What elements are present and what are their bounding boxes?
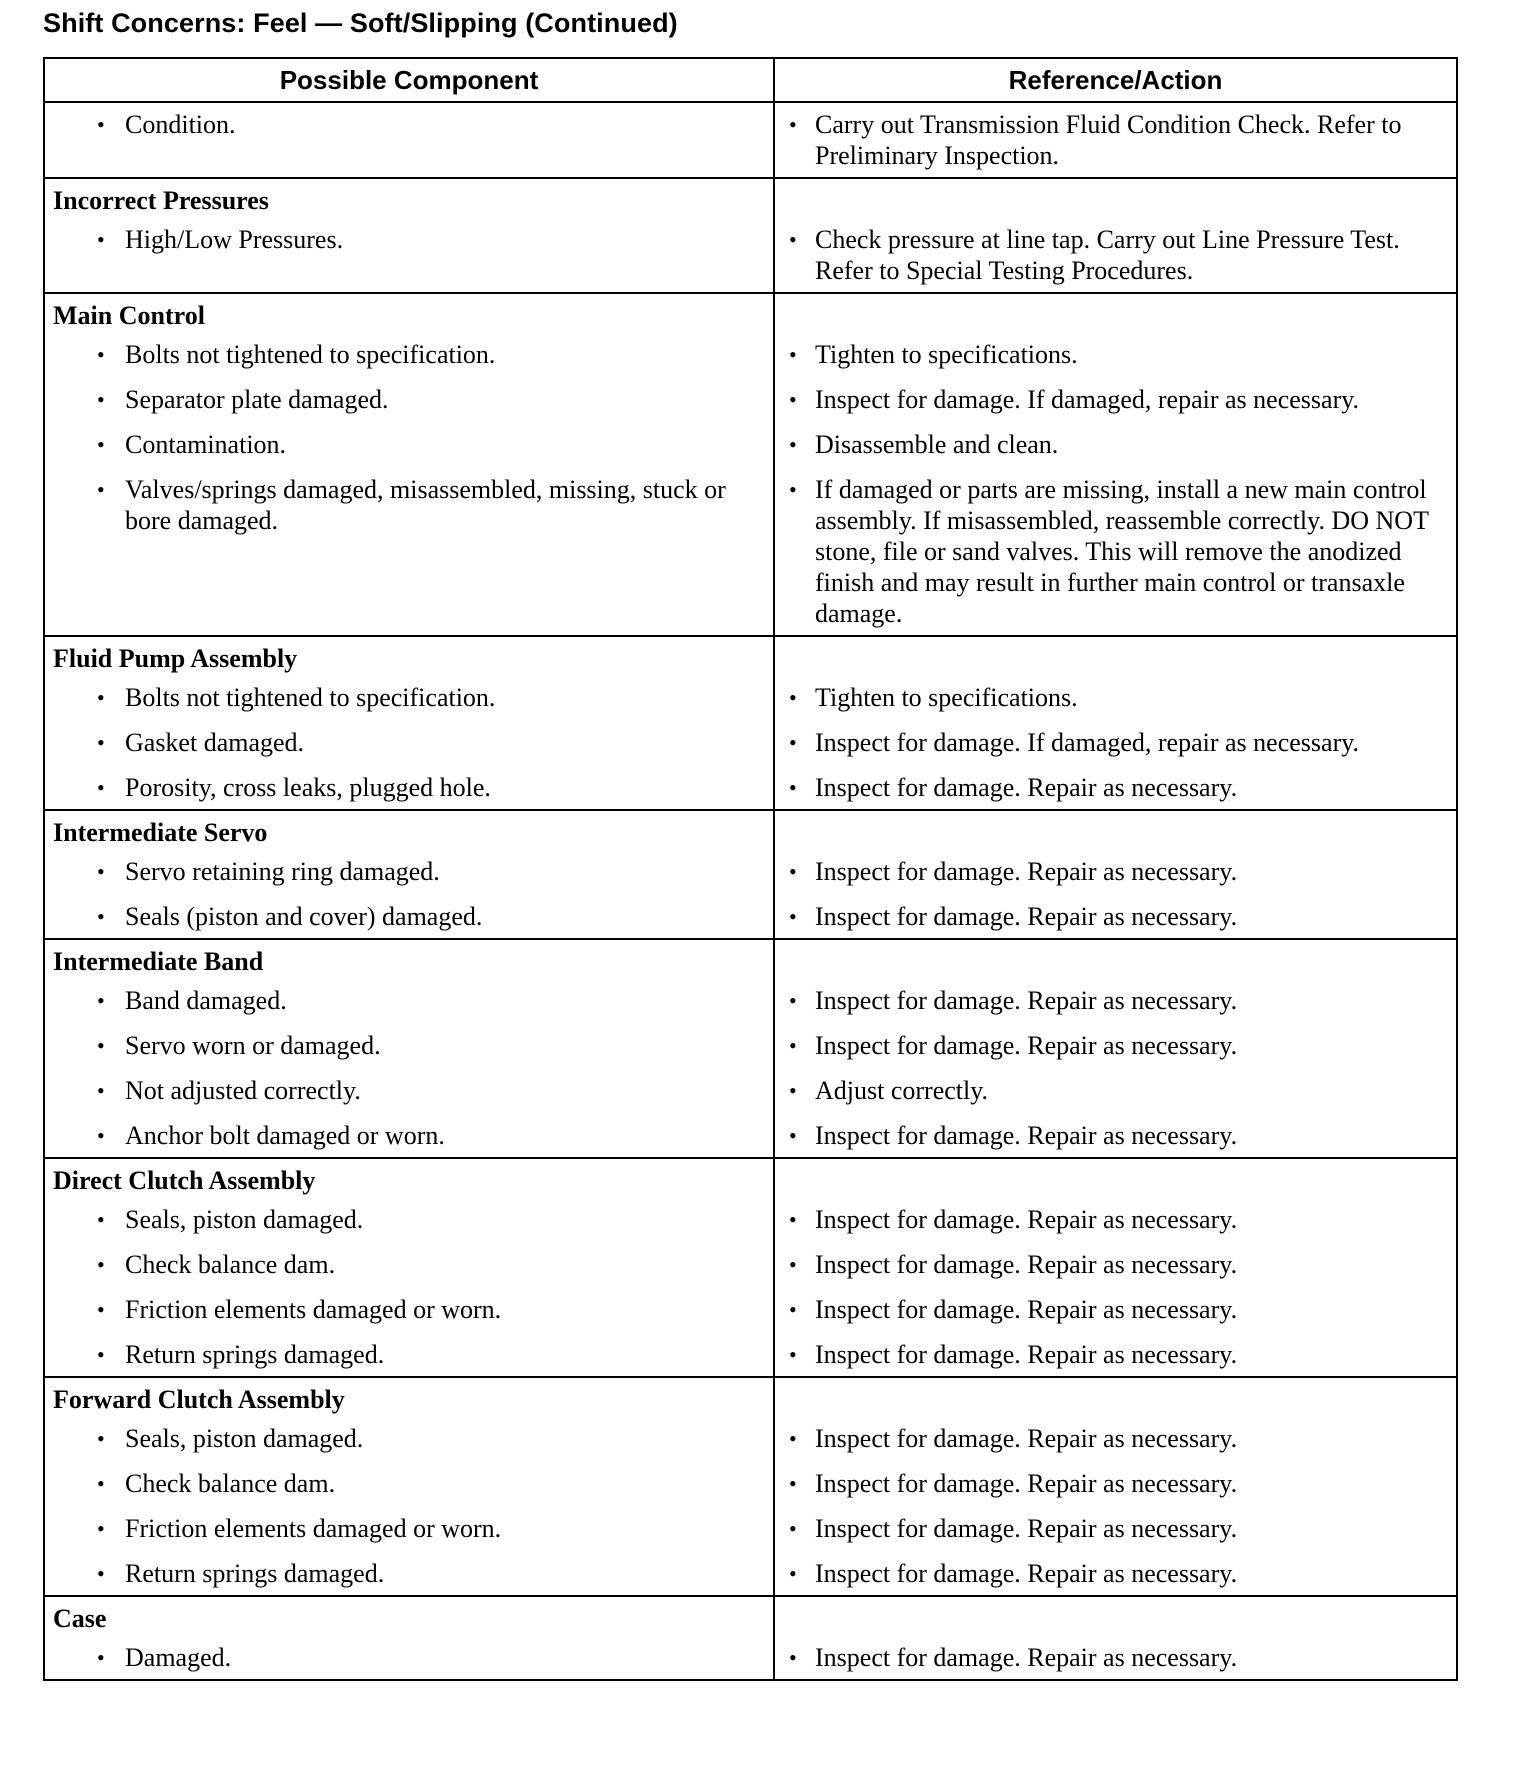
action-text: Tighten to specifications. [815,683,1078,712]
bullet-icon: • [97,1207,105,1232]
bullet-icon: • [789,1123,797,1148]
bullet-icon: • [789,859,797,884]
action-item [775,384,1456,415]
bullet-icon: • [789,477,797,502]
action-item [775,1468,1456,1499]
component-item [45,1120,773,1151]
component-item [45,1204,773,1235]
bullet-icon: • [97,1033,105,1058]
group-row [44,1377,1457,1596]
action-text: Inspect for damage. Repair as necessary. [815,1121,1238,1150]
component-text: Bolts not tightened to specification. [125,683,496,712]
action-item [775,339,1456,370]
bullet-icon: • [97,1561,105,1586]
component-text: Anchor bolt damaged or worn. [125,1121,445,1150]
bullet-icon: • [789,1342,797,1367]
action-item [775,1075,1456,1106]
action-item [775,1294,1456,1325]
action-item [775,429,1456,460]
component-text: Gasket damaged. [125,728,305,757]
component-cell [44,293,774,636]
bullet-icon: • [789,904,797,929]
bullet-icon: • [97,775,105,800]
bullet-icon: • [97,387,105,412]
action-item [775,1642,1456,1673]
component-item [45,1030,773,1061]
bullet-icon: • [97,1516,105,1541]
bullet-icon: • [97,1123,105,1148]
action-text: Inspect for damage. Repair as necessary. [815,1514,1238,1543]
action-item [775,1558,1456,1589]
component-text: Friction elements damaged or worn. [125,1295,502,1324]
group-row [44,810,1457,939]
action-item [775,1423,1456,1454]
component-text: Not adjusted correctly. [125,1076,361,1105]
component-item [45,682,773,713]
group-heading: Incorrect Pressures [53,186,269,215]
bullet-icon: • [789,1516,797,1541]
action-item [775,772,1456,803]
group-row [44,102,1457,178]
bullet-icon: • [97,730,105,755]
bullet-icon: • [97,859,105,884]
action-cell [774,939,1457,1158]
bullet-icon: • [789,685,797,710]
component-item [45,1294,773,1325]
group-row [44,1596,1457,1680]
component-text: Contamination. [125,430,287,459]
action-cell [774,1596,1457,1680]
action-text: Inspect for damage. Repair as necessary. [815,1643,1238,1672]
component-text: Servo retaining ring damaged. [125,857,440,886]
group-heading: Forward Clutch Assembly [53,1385,345,1414]
action-item [775,1339,1456,1370]
component-item [45,1642,773,1673]
component-item [45,1075,773,1106]
group-heading: Direct Clutch Assembly [53,1166,316,1195]
component-text: Servo worn or damaged. [125,1031,381,1060]
action-text: Inspect for damage. If damaged, repair as necessary. [815,385,1360,414]
bullet-icon: • [789,1207,797,1232]
action-text: Inspect for damage. Repair as necessary. [815,857,1238,886]
group-row [44,293,1457,636]
group-heading: Fluid Pump Assembly [53,644,298,673]
bullet-icon: • [789,1033,797,1058]
bullet-icon: • [97,342,105,367]
action-item [775,682,1456,713]
bullet-icon: • [789,1645,797,1670]
concerns-table [43,57,1458,1681]
component-text: Damaged. [125,1643,232,1672]
component-text: Bolts not tightened to specification. [125,340,496,369]
header-reference-action: Reference/Action [774,58,1457,102]
component-text: Check balance dam. [125,1250,336,1279]
action-cell [774,178,1457,293]
bullet-icon: • [97,1426,105,1451]
action-text: Inspect for damage. Repair as necessary. [815,1469,1238,1498]
component-text: Separator plate damaged. [125,385,389,414]
component-cell [44,1596,774,1680]
bullet-icon: • [789,1426,797,1451]
bullet-icon: • [97,477,105,502]
bullet-icon: • [789,1078,797,1103]
bullet-icon: • [789,775,797,800]
component-item [45,1249,773,1280]
component-item [45,1339,773,1370]
bullet-icon: • [97,1342,105,1367]
component-item [45,1423,773,1454]
bullet-icon: • [97,1297,105,1322]
bullet-icon: • [789,1471,797,1496]
action-cell [774,810,1457,939]
action-text: Inspect for damage. Repair as necessary. [815,986,1238,1015]
header-possible-component: Possible Component [44,58,774,102]
action-cell [774,1377,1457,1596]
component-item [45,1468,773,1499]
component-cell [44,1158,774,1377]
action-cell [774,293,1457,636]
component-text: Return springs damaged. [125,1559,385,1588]
component-text: Porosity, cross leaks, plugged hole. [125,773,491,802]
group-heading: Intermediate Servo [53,818,268,847]
bullet-icon: • [97,227,105,252]
group-row [44,178,1457,293]
component-text: High/Low Pressures. [125,225,344,254]
component-item [45,772,773,803]
bullet-icon: • [97,1252,105,1277]
action-item [775,224,1456,286]
bullet-icon: • [789,112,797,137]
action-text: Carry out Transmission Fluid Condition Check. Refer to Preliminary Inspection. [815,110,1402,170]
group-heading: Intermediate Band [53,947,264,976]
bullet-icon: • [789,730,797,755]
bullet-icon: • [97,1471,105,1496]
bullet-icon: • [97,685,105,710]
component-cell [44,102,774,178]
component-item [45,224,773,286]
bullet-icon: • [789,1252,797,1277]
component-text: Check balance dam. [125,1469,336,1498]
component-cell [44,810,774,939]
group-row [44,636,1457,810]
action-text: Adjust correctly. [815,1076,989,1105]
action-text: Inspect for damage. Repair as necessary. [815,773,1238,802]
component-cell [44,939,774,1158]
bullet-icon: • [789,387,797,412]
header-row [44,58,1457,102]
bullet-icon: • [97,1078,105,1103]
bullet-icon: • [97,1645,105,1670]
bullet-icon: • [97,988,105,1013]
bullet-icon: • [97,432,105,457]
component-item [45,384,773,415]
component-item [45,727,773,758]
table-body [44,102,1457,1680]
bullet-icon: • [789,342,797,367]
action-item [775,901,1456,932]
action-text: Inspect for damage. Repair as necessary. [815,1205,1238,1234]
action-text: Inspect for damage. Repair as necessary. [815,1295,1238,1324]
action-item [775,856,1456,887]
action-item [775,985,1456,1016]
group-heading: Case [53,1604,107,1633]
bullet-icon: • [97,904,105,929]
action-item [775,1030,1456,1061]
action-text: Inspect for damage. If damaged, repair as necessary. [815,728,1360,757]
action-item [775,1513,1456,1544]
bullet-icon: • [789,1561,797,1586]
action-item [775,1204,1456,1235]
component-cell [44,1377,774,1596]
action-item [775,109,1456,171]
action-item [775,1249,1456,1280]
component-cell [44,636,774,810]
action-item [775,727,1456,758]
action-item [775,1120,1456,1151]
action-text: Tighten to specifications. [815,340,1078,369]
action-text: Check pressure at line tap. Carry out Line Pressure Test. Refer to Special Testing Procedures. [815,225,1400,285]
component-text: Band damaged. [125,986,287,1015]
component-text: Condition. [125,110,236,139]
action-text: Inspect for damage. Repair as necessary. [815,1424,1238,1453]
component-item [45,901,773,932]
component-item [45,474,773,629]
action-text: Inspect for damage. Repair as necessary. [815,1031,1238,1060]
component-text: Valves/springs damaged, misassembled, missing, stuck or bore damaged. [125,475,726,535]
bullet-icon: • [789,988,797,1013]
component-text: Seals, piston damaged. [125,1424,364,1453]
action-text: If damaged or parts are missing, install a new main control assembly. If misassembled, reassemble correctly. DO NOT stone, file or sand valves. This will remove the anodized finish and may result in further main control or transaxle damage. [815,475,1429,628]
action-text: Disassemble and clean. [815,430,1059,459]
component-text: Return springs damaged. [125,1340,385,1369]
bullet-icon: • [789,227,797,252]
bullet-icon: • [789,432,797,457]
group-row [44,939,1457,1158]
bullet-icon: • [97,112,105,137]
action-text: Inspect for damage. Repair as necessary. [815,902,1238,931]
component-item [45,1558,773,1589]
action-text: Inspect for damage. Repair as necessary. [815,1559,1238,1588]
component-item [45,856,773,887]
component-item [45,109,773,171]
component-text: Friction elements damaged or worn. [125,1514,502,1543]
bullet-icon: • [789,1297,797,1322]
group-heading: Main Control [53,301,205,330]
page-title: Shift Concerns: Feel — Soft/Slipping (Continued) [43,8,678,38]
action-cell [774,102,1457,178]
component-item [45,985,773,1016]
group-row [44,1158,1457,1377]
action-text: Inspect for damage. Repair as necessary. [815,1250,1238,1279]
action-text: Inspect for damage. Repair as necessary. [815,1340,1238,1369]
component-item [45,1513,773,1544]
component-item [45,429,773,460]
action-cell [774,636,1457,810]
component-cell [44,178,774,293]
component-item [45,339,773,370]
component-text: Seals (piston and cover) damaged. [125,902,483,931]
action-item [775,474,1456,629]
action-cell [774,1158,1457,1377]
component-text: Seals, piston damaged. [125,1205,364,1234]
